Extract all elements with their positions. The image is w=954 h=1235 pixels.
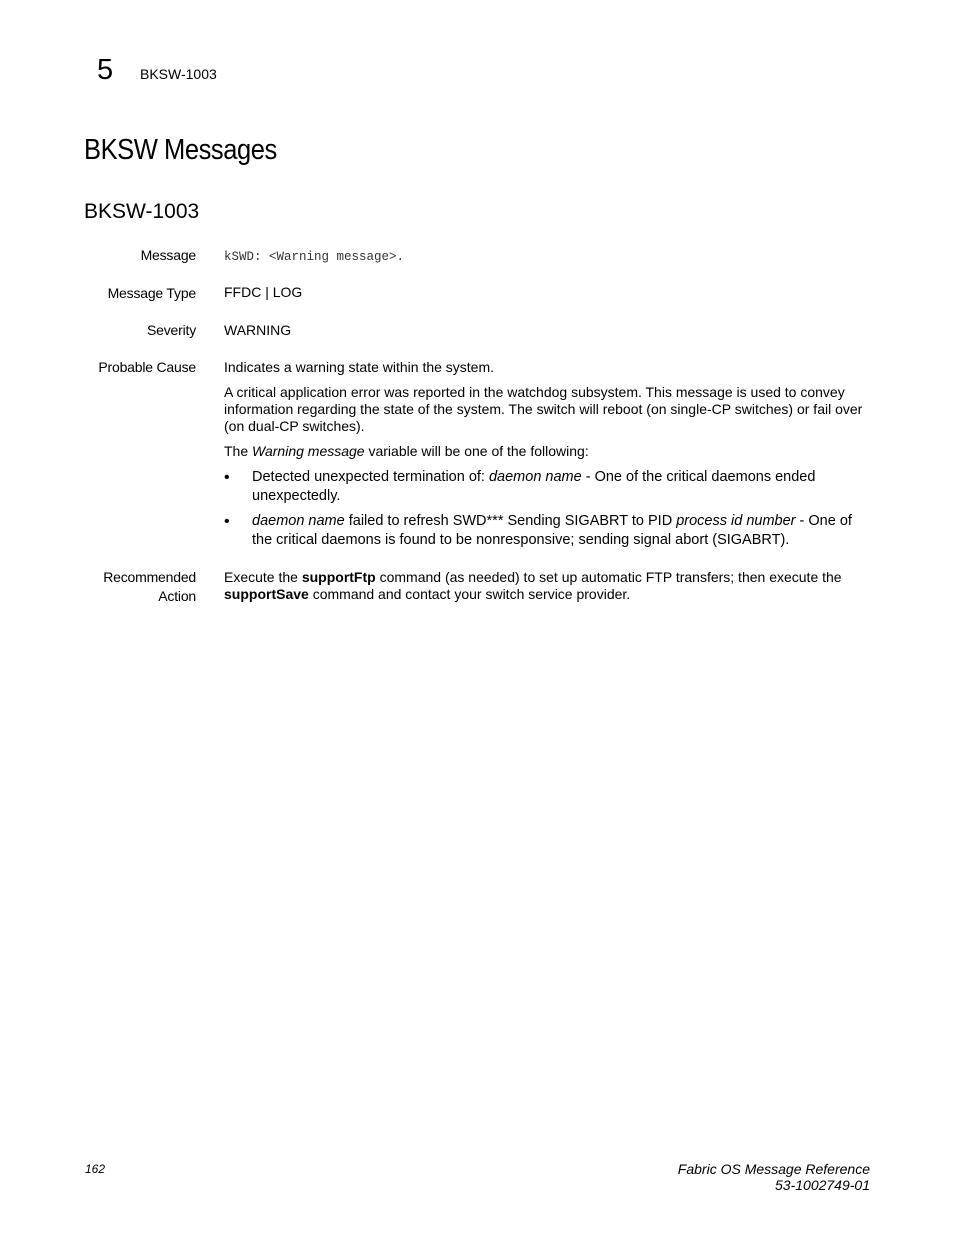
command-supportftp: supportFtp	[301, 569, 376, 585]
message-type-label: Message Type	[107, 285, 196, 301]
chapter-number: 5	[97, 54, 114, 86]
message-type-value: FFDC | LOG	[224, 284, 303, 300]
probable-cause-value	[224, 359, 874, 556]
doc-title: Fabric OS Message Reference	[677, 1161, 870, 1177]
probable-cause-label: Probable Cause	[98, 359, 196, 375]
message-label: Message	[140, 247, 196, 263]
recommended-action-value: Execute the supportFtp command (as needed) to set up automatic FTP transfers; then execute the supportSave command and contact your switch service provider.	[224, 569, 842, 602]
severity-value: WARNING	[224, 322, 292, 338]
probable-cause-text: Indicates a warning state within the system.	[224, 359, 495, 375]
page-title: BKSW Messages	[84, 134, 277, 166]
variable-intro: The Warning message variable will be one of the following:	[224, 443, 589, 459]
command-supportsave: supportSave	[224, 586, 309, 602]
bullet-icon: •	[224, 469, 230, 486]
running-head: BKSW-1003	[140, 66, 217, 82]
footer-doc-info	[678, 1161, 870, 1193]
page-number: 162	[85, 1162, 106, 1176]
doc-number: 53-1002749-01	[775, 1177, 870, 1193]
severity-label: Severity	[147, 322, 196, 338]
variable-name: Warning message	[252, 443, 365, 459]
variable-options-list	[224, 468, 874, 550]
bullet-icon: •	[224, 513, 230, 530]
list-item: • daemon name failed to refresh SWD*** Sending SIGABRT to PID process id number - One of the critical daemons is found to be nonresponsive; sending signal abort (SIGABRT).	[224, 513, 852, 548]
message-value: kSWD: <Warning message>.	[224, 250, 405, 264]
probable-cause-detail: A critical application error was reported in the watchdog subsystem. This message is used to convey information regarding the state of the system. The switch will reboot (on single-CP switches) or fail over (on dual-CP switches).	[224, 384, 863, 434]
recommended-action-label: Recommended Action	[103, 569, 196, 604]
list-item: • Detected unexpected termination of: daemon name - One of the critical daemons ended unexpectedly.	[224, 469, 816, 504]
section-title: BKSW-1003	[84, 200, 200, 223]
